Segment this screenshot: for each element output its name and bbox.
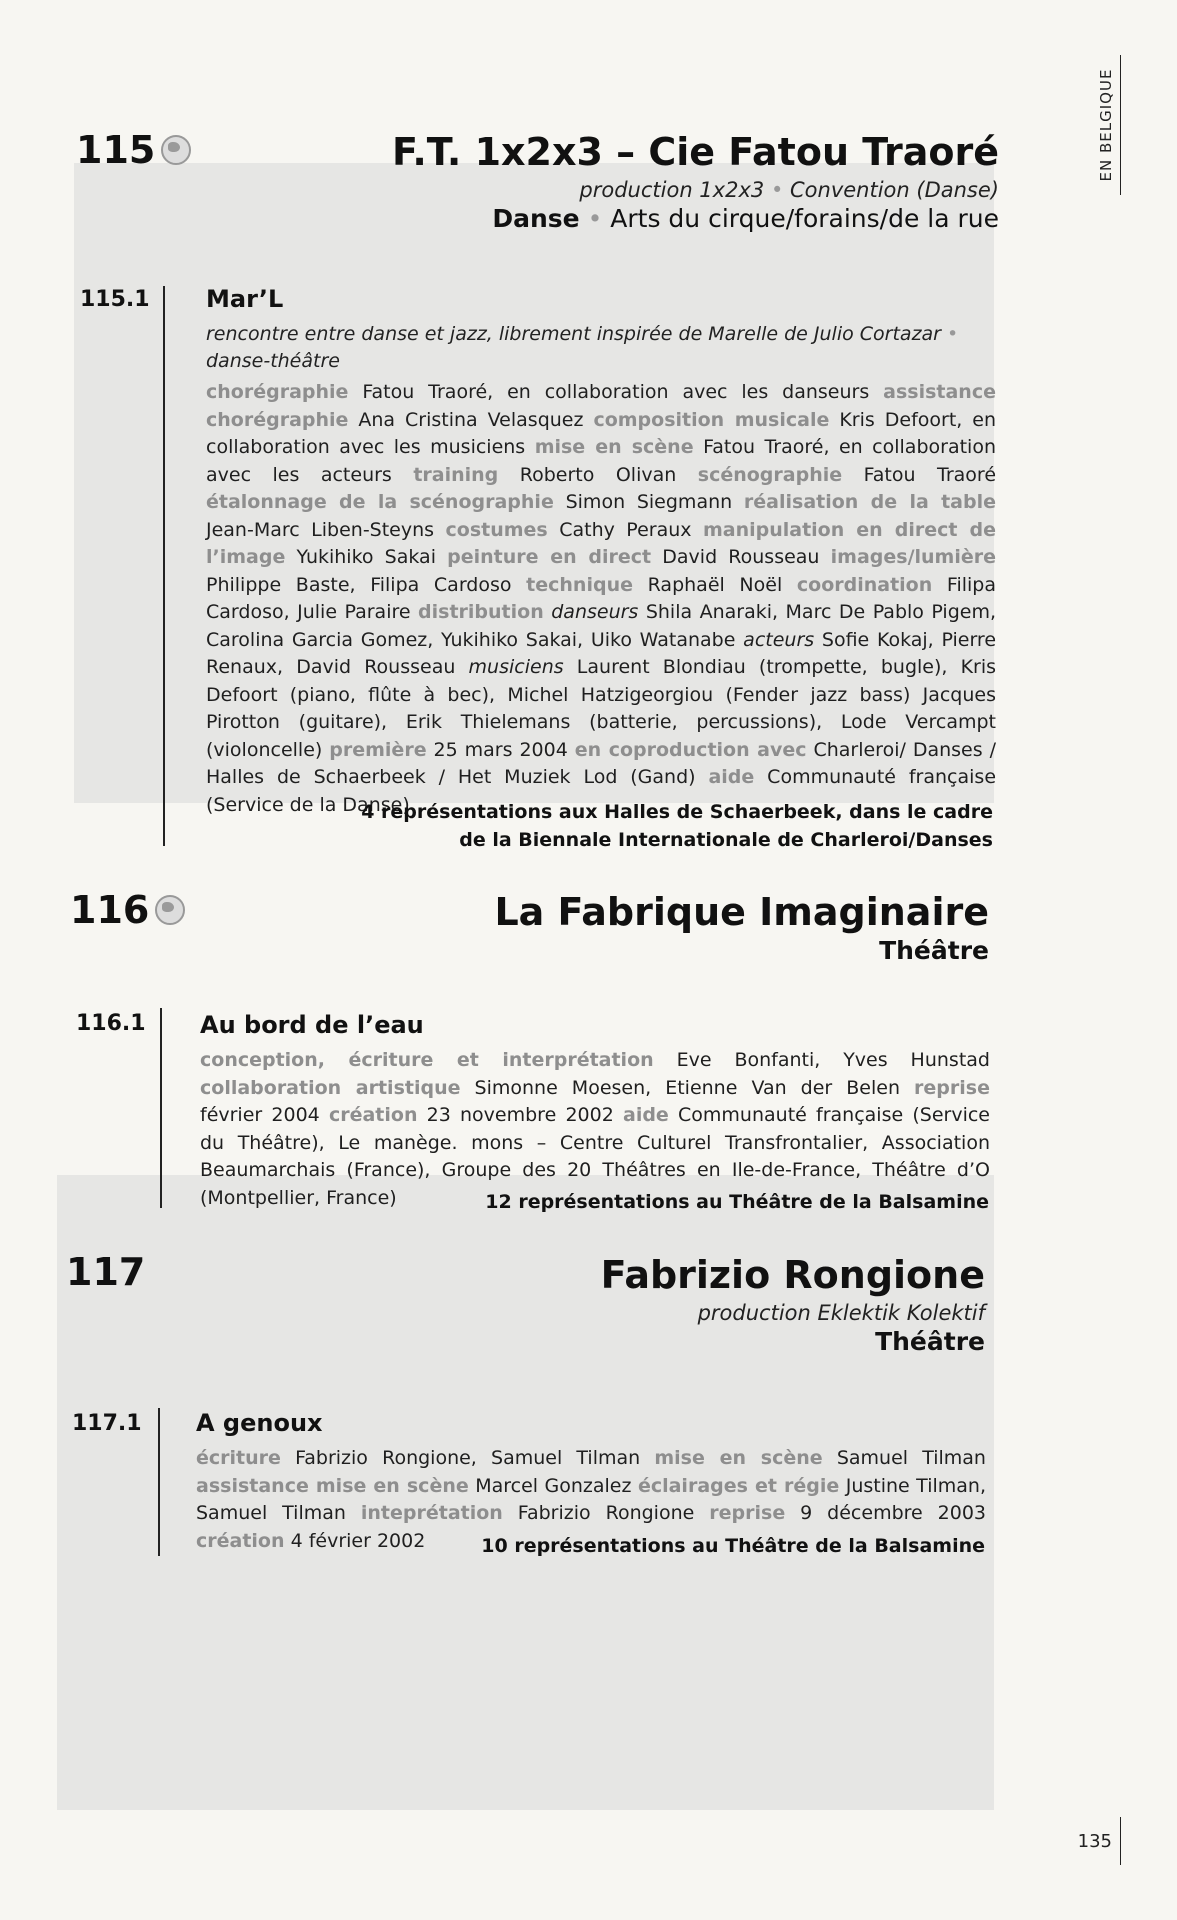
credit-label: assistance chorégraphie [206,381,996,431]
work-subtitle: rencontre entre danse et jazz, librement inspirée de Marelle de Julio Cortazar • danse-théâtre [206,323,959,372]
performance-info: 12 représentations au Théâtre de la Balsamine [485,1191,989,1213]
credit-label: scénographie [697,463,843,486]
credit-value: Simon Siegmann [565,491,733,513]
company-name: F.T. 1x2x3 – Cie Fatou Traoré [391,130,999,174]
company-name: Fabrizio Rongione [600,1253,985,1297]
credit-role: danseurs [551,601,639,623]
credit-label: mise en scène [534,436,694,458]
credit-value: Marcel Gonzalez [475,1474,632,1497]
credit-value: David Rousseau [662,546,820,568]
credit-value: 25 mars 2004 [433,738,568,761]
work-block-115-1 [206,285,996,819]
credit-value: Fabrizio Rongione, Samuel Tilman [295,1447,641,1469]
credit-label: conception, écriture et interprétation [200,1049,654,1071]
entry-number-117: 117 [66,1250,146,1294]
production-line: production 1x2x3 • Convention (Danse) [579,178,999,202]
credit-value: Fabrizio Rongione [517,1502,695,1524]
credit-label: éclairages et régie [637,1474,840,1497]
credit-value: Fatou Traoré [863,463,997,486]
work-title: A genoux [196,1409,323,1437]
work-block-116-1 [200,1011,990,1212]
entry-header-117 [601,1253,985,1356]
credit-label: étalonnage de la scénographie [206,491,554,513]
work-divider [160,1008,162,1208]
credit-role: musiciens [468,656,564,678]
entry-number-116: 116 [70,888,185,932]
genre-line: Danse • Arts du cirque/forains/de la rue [492,204,999,233]
work-number-116-1: 116.1 [76,1011,146,1036]
credit-label: écriture [196,1447,281,1469]
work-divider [163,286,165,846]
side-label-text: EN BELGIQUE [1097,68,1115,182]
credit-value: Simonne Moesen, Etienne Van der Belen [474,1076,901,1099]
credit-label: peinture en direct [447,546,652,568]
credit-label: costumes [445,518,548,541]
credit-value: Raphaël Noël [647,573,783,596]
credit-value: Laurent Blondiau (trompette, bugle), Kris Defoort (piano, flûte à bec), Michel Hatzigeorgiou (Fender jazz bass) Jacques Pirotton (guitare), Erik Thielemans (batterie, percussions), Lode Vercampt (violoncelle) [206,656,997,761]
work-title: Au bord de l’eau [200,1011,424,1039]
credits-text [206,379,996,819]
credit-label: première [329,738,427,761]
bullet-separator: • [947,323,959,345]
credit-value: 9 décembre 2003 [800,1502,987,1524]
credit-value: Filipa Cardoso, Julie Paraire [206,573,997,623]
credit-label: coordination [796,573,933,596]
credit-value: Fatou Traoré, en collaboration avec les danseurs [362,381,870,403]
credit-value: Samuel Tilman [836,1447,986,1469]
credit-value: Yukihiko Sakai [296,546,436,568]
work-divider [158,1408,160,1556]
credit-label: composition musicale [593,408,830,431]
credit-value: Sofie Kokaj, Pierre Renaux, David Rousseau [206,628,997,678]
credit-label: images/lumière [830,546,996,568]
credit-value: Jean-Marc Liben-Steyns [206,518,435,541]
credit-value: Fatou Traoré, en collaboration avec les acteurs [206,436,996,486]
performance-info: 10 représentations au Théâtre de la Balsamine [481,1535,985,1557]
work-title: Mar’L [206,285,284,313]
credit-label: création [196,1529,285,1552]
credit-value: Shila Anaraki, Marc De Pablo Pigem, Carolina Garcia Gomez, Yukihiko Sakai, Uiko Watanabe [206,601,996,651]
credit-label: training [413,463,499,486]
credit-value: 23 novembre 2002 [426,1104,614,1126]
work-number-117-1: 117.1 [72,1411,142,1436]
entry-number-115: 115 [76,128,191,172]
credit-value: Communauté française (Service du Théâtre), Le manège. mons – Centre Culturel Transfrontalier, Association Beaumarchais (France), Groupe des 20 Théâtres en Ile-de-France, Théâtre d’O (Montpellier, France) [200,1104,990,1209]
credit-value: Eve Bonfanti, Yves Hunstad [676,1049,990,1071]
credit-label: mise en scène [654,1447,823,1469]
credit-label: distribution [418,601,544,623]
credit-label: inteprétation [360,1502,503,1524]
credit-value: Kris Defoort, en collaboration avec les musiciens [206,408,997,458]
credit-value: Cathy Peraux [559,518,692,541]
credit-value: Communauté française (Service de la Danse) [206,766,997,816]
performance-info: 4 représentations aux Halles de Schaerbeek, dans le cadre de la Biennale Internationale de Charleroi/Danses [361,801,993,851]
credit-label: manipulation en direct de l’image [206,518,996,568]
production-line: production Eklektik Kolektif [697,1301,985,1325]
credit-label: aide [623,1104,669,1126]
credit-value: février 2004 [200,1104,320,1126]
entry-header-116 [494,890,989,965]
globe-icon [155,895,185,925]
credit-label: aide [708,766,755,788]
globe-icon [161,135,191,165]
credit-label: collaboration artistique [200,1076,461,1099]
credit-label: technique [526,573,633,596]
entry-header-115 [392,130,999,233]
credit-label: réalisation de la table [743,491,996,513]
section-side-label [1092,55,1121,195]
genre-line: Théâtre [875,1327,985,1356]
credit-label: création [328,1104,418,1126]
work-number-115-1: 115.1 [80,287,150,312]
genre-line: Théâtre [879,936,989,965]
credit-label: reprise [709,1502,786,1524]
credit-label: chorégraphie [206,381,349,403]
credit-role: acteurs [743,628,815,651]
credit-value: Ana Cristina Velasquez [358,408,584,431]
company-name: La Fabrique Imaginaire [494,890,989,934]
credit-label: en coproduction avec [574,738,807,761]
credit-label: reprise [914,1076,990,1099]
page-number: 135 [1078,1817,1121,1865]
credit-label: assistance mise en scène [196,1474,469,1497]
credit-value: Philippe Baste, Filipa Cardoso [206,573,512,596]
bullet-separator: • [587,204,603,233]
credit-value: Charleroi/ Danses / Halles de Schaerbeek / Het Muziek Lod (Gand) [206,738,996,788]
credit-value: 4 février 2002 [290,1529,426,1552]
credit-value: Justine Tilman, Samuel Tilman [196,1474,986,1524]
bullet-separator: • [770,178,784,202]
credit-value: Roberto Olivan [519,463,677,486]
